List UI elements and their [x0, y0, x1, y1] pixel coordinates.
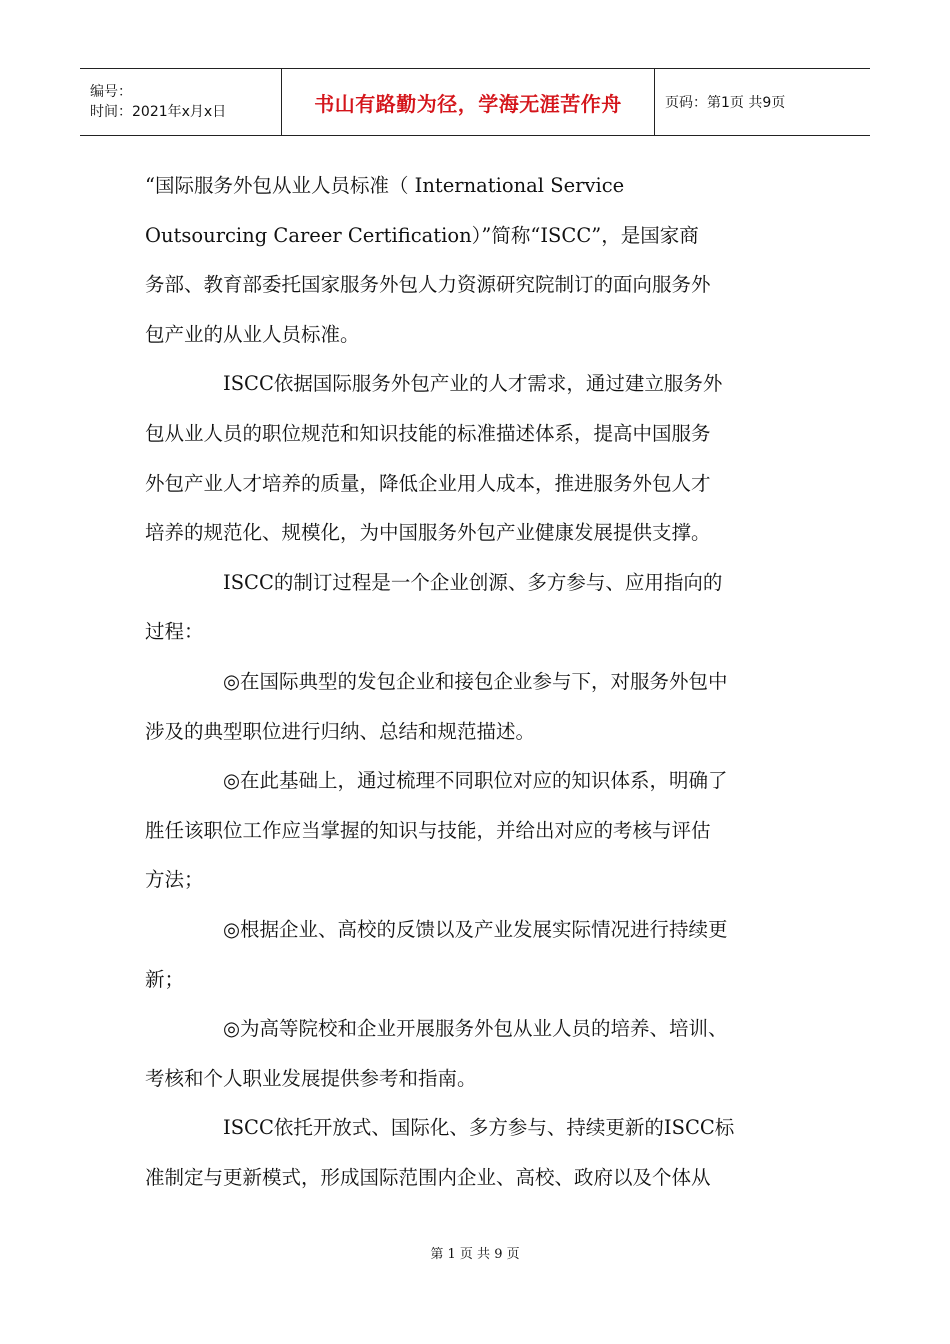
body-line: ◎为高等院校和企业开展服务外包从业人员的培养、培训、 — [223, 1017, 728, 1041]
body-line: Outsourcing Career Certification）”简称“ISCC”，是国家商 — [145, 223, 699, 247]
document-time-label: 时间：2021年x月x日 — [90, 104, 227, 120]
body-line: ◎在此基础上，通过梳理不同职位对应的知识体系，明确了 — [223, 769, 728, 793]
document-header — [80, 68, 870, 136]
document-number-label: 编号： — [90, 84, 132, 100]
body-line: “国际服务外包从业人员标准（ International Service — [145, 174, 625, 197]
body-line: 胜任该职位工作应当掌握的知识与技能，并给出对应的考核与评估 — [145, 818, 711, 842]
header-meta-cell — [80, 69, 282, 135]
body-line: ◎在国际典型的发包企业和接包企业参与下，对服务外包中 — [223, 669, 728, 693]
header-page-info: 页码：第1页 共9页 — [665, 95, 786, 111]
body-line: 包从业人员的职位规范和知识技能的标准描述体系，提高中国服务 — [145, 421, 711, 445]
body-line: 过程： — [145, 620, 204, 644]
body-line: 考核和个人职业发展提供参考和指南。 — [145, 1066, 477, 1090]
body-line: 培养的规范化、规模化，为中国服务外包产业健康发展提供支撑。 — [145, 521, 711, 545]
body-line: ISCC的制订过程是一个企业创源、多方参与、应用指向的 — [223, 570, 723, 594]
body-line: ISCC依托开放式、国际化、多方参与、持续更新的ISCC标 — [223, 1116, 735, 1140]
body-line: 新； — [145, 967, 185, 991]
body-line: 准制定与更新模式，形成国际范围内企业、高校、政府以及个体从 — [145, 1165, 711, 1189]
body-line: 外包产业人才培养的质量，降低企业用人成本，推进服务外包人才 — [145, 471, 711, 495]
body-line: 务部、教育部委托国家服务外包人力资源研究院制订的面向服务外 — [145, 273, 711, 297]
body-line: ◎根据企业、高校的反馈以及产业发展实际情况进行持续更 — [223, 917, 728, 941]
header-slogan: 书山有路勤为径，学海无涯苦作舟 — [282, 69, 655, 135]
body-line: ISCC依据国际服务外包产业的人才需求，通过建立服务外 — [223, 372, 723, 396]
page-footer: 第 1 页 共 9 页 — [430, 1247, 520, 1262]
body-line: 涉及的典型职位进行归纳、总结和规范描述。 — [145, 719, 536, 743]
body-line: 方法； — [145, 868, 204, 892]
document-body — [145, 166, 810, 1207]
body-line: 包产业的从业人员标准。 — [145, 322, 360, 346]
